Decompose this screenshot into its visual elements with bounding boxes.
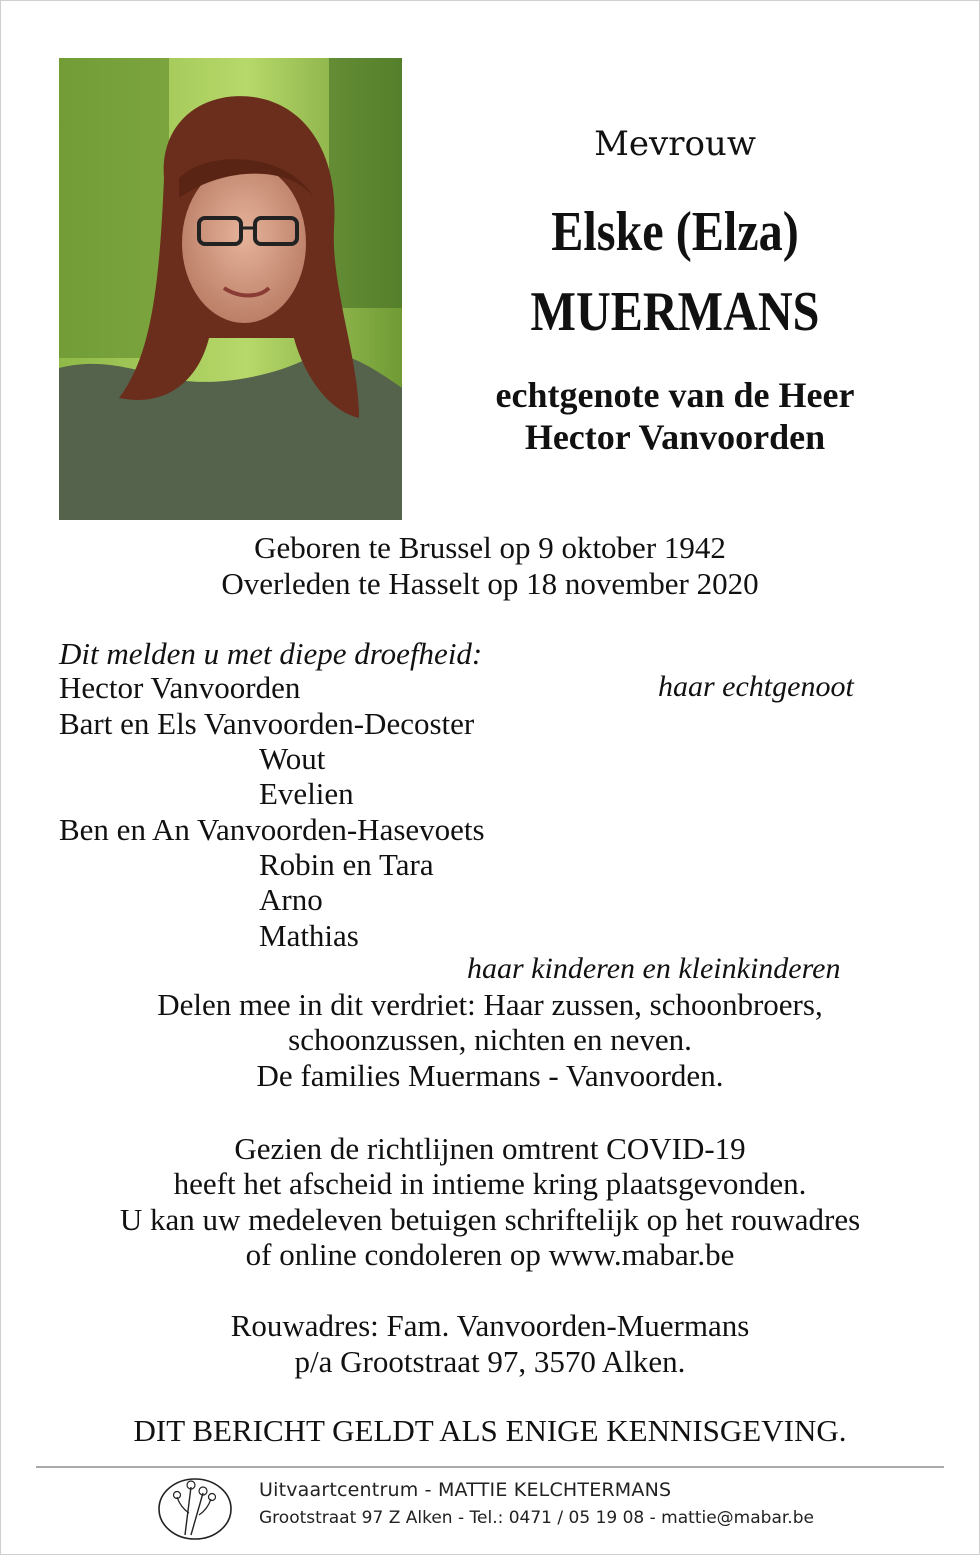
family-child-1: Bart en Els Vanvoorden-Decoster xyxy=(59,706,475,741)
address-line-2: p/a Grootstraat 97, 3570 Alken. xyxy=(294,1344,686,1379)
salutation: Mevrouw xyxy=(594,124,756,164)
covid-line-3: U kan uw medeleven betuigen schriftelijk op het rouwadres xyxy=(119,1202,861,1237)
covid-line-1: Gezien de richtlijnen omtrent COVID-19 xyxy=(234,1131,746,1166)
grandchild: Mathias xyxy=(259,918,359,953)
children-role: haar kinderen en kleinkinderen xyxy=(467,952,841,985)
grandchild: Wout xyxy=(259,741,326,776)
deceased-last-name: MUERMANS xyxy=(530,281,820,343)
spouse-role: haar echtgenoot xyxy=(658,670,854,703)
family-child-2: Ben en An Vanvoorden-Hasevoets xyxy=(59,812,485,847)
family-intro: Dit melden u met diepe droefheid: xyxy=(59,636,483,671)
spouse-intro: echtgenote van de Heer xyxy=(495,375,855,415)
funeral-home-name: Uitvaartcentrum - MATTIE KELCHTERMANS xyxy=(259,1479,672,1501)
flower-sketch-icon xyxy=(155,1473,239,1543)
grandchild: Robin en Tara xyxy=(259,847,434,882)
closing-notice: DIT BERICHT GELDT ALS ENIGE KENNISGEVING. xyxy=(133,1413,847,1448)
portrait-photo xyxy=(59,58,402,520)
grandchild: Evelien xyxy=(259,776,354,811)
death-line: Overleden te Hasselt op 18 november 2020 xyxy=(221,566,759,601)
deceased-first-name: Elske (Elza) xyxy=(551,201,799,263)
family-spouse: Hector Vanvoorden xyxy=(59,670,301,705)
grieving-line-1: Delen mee in dit verdriet: Haar zussen, schoonbroers, xyxy=(157,987,823,1022)
footer-divider xyxy=(36,1466,944,1468)
spouse-name: Hector Vanvoorden xyxy=(524,417,826,457)
grieving-line-2: schoonzussen, nichten en neven. xyxy=(288,1022,692,1057)
grandchild: Arno xyxy=(259,882,323,917)
address-line-1: Rouwadres: Fam. Vanvoorden-Muermans xyxy=(230,1308,750,1343)
covid-line-2: heeft het afscheid in intieme kring plaatsgevonden. xyxy=(173,1166,807,1201)
birth-line: Geboren te Brussel op 9 oktober 1942 xyxy=(254,530,726,565)
covid-line-4: of online condoleren op www.mabar.be xyxy=(245,1237,735,1272)
funeral-home-contact: Grootstraat 97 Z Alken - Tel.: 0471 / 05 19 08 - mattie@mabar.be xyxy=(259,1508,814,1528)
grieving-line-3: De families Muermans - Vanvoorden. xyxy=(256,1058,724,1093)
